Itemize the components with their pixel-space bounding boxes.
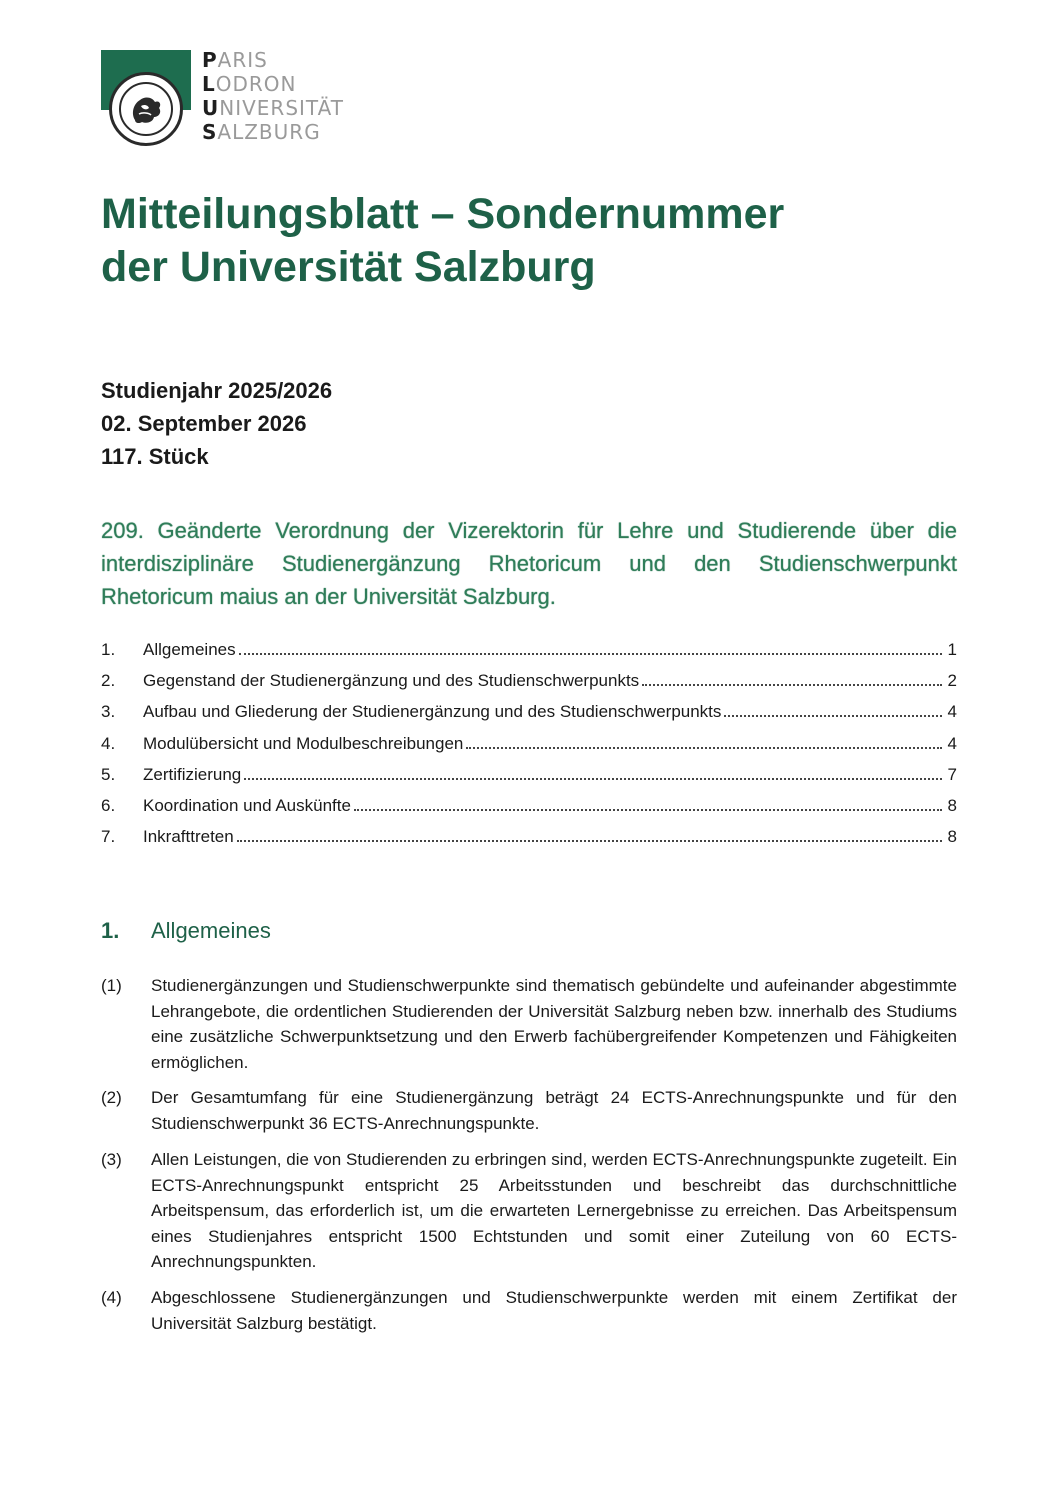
toc-number: 4.: [101, 733, 116, 753]
toc-label: Aufbau und Gliederung der Studienergänzung und des Studienschwerpunkts: [143, 702, 722, 722]
toc-leader: [354, 809, 942, 811]
toc-label: Inkrafttreten: [143, 827, 234, 847]
regulation-subject: 209. Geänderte Verordnung der Vizerektorin für Lehre und Studierende über die interdisziplinäre Studienergänzung Rhetoricum und den Studienschwerpunkt Rhetoricum maius an der Universität Salzburg.: [101, 518, 957, 609]
toc-number: 1.: [101, 640, 116, 659]
toc-number: 7.: [101, 827, 116, 847]
section-title: Allgemeines: [151, 918, 271, 943]
paragraph-text: Allen Leistungen, die von Studierenden zu erbringen sind, werden ECTS-Anrechnungspunkte zugeteilt. Ein ECTS-Anrechnungspunkt entspricht 25 Arbeitsstunden und beschreibt das durchschnittliche Arbeitspensum, das erforderlich ist, um die erwarteten Lernergebnisse zu erreichen. Das Arbeitspensum eines Studienjahres entspricht 1500 Echtstunden und somit einer Zuteilung von 60 ECTS-Anrechnungspunkten.: [151, 1150, 957, 1271]
section-number: 1.: [101, 918, 120, 943]
paragraph-number: (2): [101, 1088, 122, 1107]
logo-line: SALZBURG: [202, 120, 321, 144]
toc-page: 1: [947, 640, 957, 659]
issue-number: 117. Stück: [101, 444, 209, 469]
toc-page: 8: [947, 827, 957, 847]
logo-wordmark: [202, 48, 344, 144]
paragraph-number: (3): [101, 1150, 122, 1169]
toc-page: 7: [947, 764, 957, 784]
toc-entry[interactable]: [101, 671, 957, 702]
seal-inner-ring: [119, 82, 173, 136]
toc-leader: [724, 715, 942, 717]
toc-page: 8: [947, 795, 957, 815]
toc-entry[interactable]: [101, 702, 957, 733]
title-line-1: Mitteilungsblatt – Sondernummer: [101, 190, 785, 238]
paragraph-text: Studienergänzungen und Studienschwerpunkte sind thematisch gebündelte und aufeinander abgestimmte Lehrangebote, die ordentlichen Studierenden der Universität Salzburg neben bzw. innerhalb des Studiums eine zusätzliche Schwerpunktsetzung und den Erwerb fachübergreifender Kompetenzen und Fähigkeiten ermöglichen.: [151, 976, 957, 1072]
toc-page: 4: [947, 733, 957, 753]
toc-entry[interactable]: [101, 796, 957, 827]
toc-entry[interactable]: [101, 765, 957, 796]
lion-seal-icon: [109, 72, 183, 146]
paragraph-text: Der Gesamtumfang für eine Studienergänzung beträgt 24 ECTS-Anrechnungspunkte und für den Studienschwerpunkt 36 ECTS-Anrechnungspunkte.: [151, 1088, 957, 1133]
section-heading: [101, 918, 271, 944]
paragraph-number: (4): [101, 1288, 122, 1307]
issue-meta: [101, 374, 332, 473]
paragraph-number: (1): [101, 976, 122, 995]
paragraph-text: Abgeschlossene Studienergänzungen und Studienschwerpunkte werden mit einem Zertifikat der Universität Salzburg bestätigt.: [151, 1288, 957, 1333]
title-line-2: der Universität Salzburg: [101, 243, 596, 291]
toc-leader: [642, 684, 942, 686]
toc-leader: [237, 840, 942, 842]
toc-leader: [244, 778, 942, 780]
toc-label: Modulübersicht und Modulbeschreibungen: [143, 733, 464, 753]
university-logo: [101, 48, 361, 148]
toc-leader: [239, 653, 942, 655]
toc-label: Zertifizierung: [143, 764, 242, 784]
document-title: [101, 188, 784, 294]
toc-label: Gegenstand der Studienergänzung und des Studienschwerpunkts: [143, 671, 640, 691]
toc-number: 5.: [101, 764, 116, 784]
paragraph: [101, 1147, 957, 1275]
logo-line: UNIVERSITÄT: [202, 96, 344, 120]
issue-date: 02. September 2026: [101, 411, 307, 436]
logo-line: PARIS: [202, 48, 268, 72]
toc-entry[interactable]: [101, 640, 957, 671]
toc-leader: [466, 747, 942, 749]
toc-page: 4: [947, 702, 957, 722]
lion-icon: [121, 84, 171, 134]
toc-label: Allgemeines: [143, 640, 236, 659]
paragraph: [101, 1285, 957, 1336]
toc-entry[interactable]: [101, 827, 957, 858]
toc-label: Koordination und Auskünfte: [143, 795, 351, 815]
toc-number: 6.: [101, 795, 116, 815]
toc-number: 3.: [101, 702, 116, 722]
toc-entry[interactable]: [101, 734, 957, 765]
table-of-contents: [101, 640, 957, 858]
toc-page: 2: [947, 671, 957, 691]
paragraph: [101, 973, 957, 1075]
toc-number: 2.: [101, 671, 116, 691]
paragraph: [101, 1085, 957, 1136]
academic-year: Studienjahr 2025/2026: [101, 378, 333, 403]
logo-line: LODRON: [202, 72, 297, 96]
